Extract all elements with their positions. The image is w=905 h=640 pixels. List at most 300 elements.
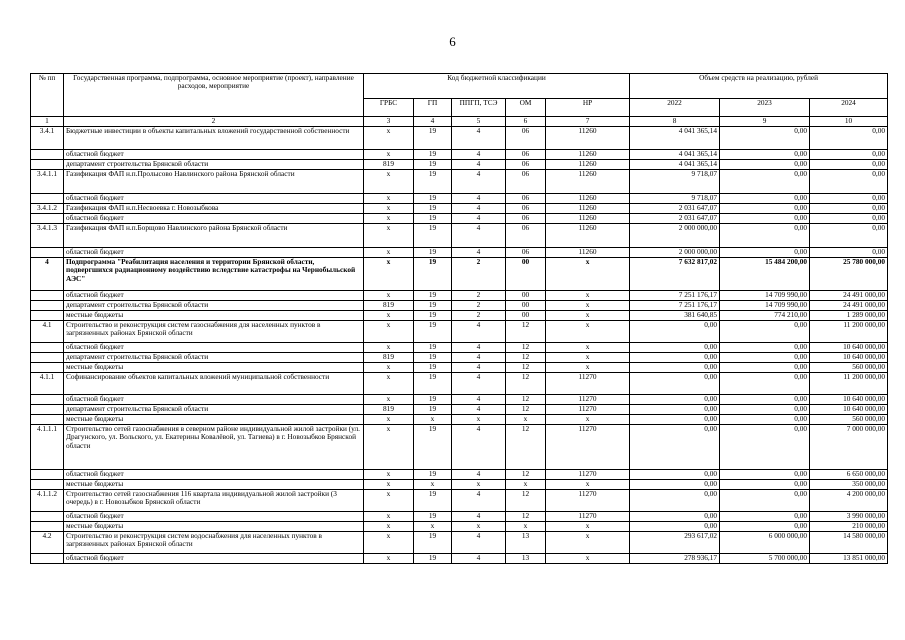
row-ppgp: 4 — [452, 194, 506, 204]
row-name: Строительство и реконструкция систем водоснабжения для населенных пунктов в загрязненных районах Брянской области — [64, 532, 364, 554]
row-number — [31, 395, 64, 405]
row-om: 06 — [506, 224, 546, 248]
row-amount-2022: 7 251 176,17 — [630, 301, 720, 311]
row-amount-2024: 3 990 000,00 — [810, 512, 888, 522]
row-gp: 19 — [414, 490, 452, 512]
row-amount-2023: 6 000 000,00 — [720, 532, 810, 554]
table-row — [31, 343, 888, 353]
row-grbs: x — [364, 554, 414, 564]
row-number: 4.1.1 — [31, 373, 64, 395]
row-nr: x — [546, 480, 630, 490]
row-ppgp: x — [452, 522, 506, 532]
row-om: 12 — [506, 405, 546, 415]
row-grbs: 819 — [364, 160, 414, 170]
row-amount-2024: 1 289 000,00 — [810, 311, 888, 321]
row-grbs: x — [364, 321, 414, 343]
row-om: 12 — [506, 343, 546, 353]
row-om: 06 — [506, 194, 546, 204]
row-name: местные бюджеты — [64, 415, 364, 425]
row-amount-2024: 6 650 000,00 — [810, 470, 888, 480]
row-number: 3.4.1.3 — [31, 224, 64, 248]
row-om: 00 — [506, 258, 546, 291]
row-amount-2022: 0,00 — [630, 353, 720, 363]
row-om: 00 — [506, 311, 546, 321]
row-amount-2023: 0,00 — [720, 425, 810, 470]
row-grbs: x — [364, 204, 414, 214]
row-nr: 11270 — [546, 490, 630, 512]
row-grbs: x — [364, 480, 414, 490]
header-nr: НР — [546, 99, 630, 117]
row-amount-2022: 7 632 817,02 — [630, 258, 720, 291]
row-number: 4 — [31, 258, 64, 291]
col-number: 6 — [506, 117, 546, 127]
row-nr: 11270 — [546, 395, 630, 405]
row-gp: 19 — [414, 363, 452, 373]
row-number — [31, 291, 64, 301]
row-name: областной бюджет — [64, 512, 364, 522]
row-nr: 11260 — [546, 170, 630, 194]
row-amount-2022: 2 000 000,00 — [630, 224, 720, 248]
header-2022: 2022 — [630, 99, 720, 117]
row-ppgp: x — [452, 480, 506, 490]
row-amount-2024: 10 640 000,00 — [810, 343, 888, 353]
row-name: областной бюджет — [64, 248, 364, 258]
row-nr: x — [546, 311, 630, 321]
row-nr: 11270 — [546, 425, 630, 470]
row-amount-2022: 4 041 365,14 — [630, 127, 720, 150]
row-amount-2023: 0,00 — [720, 373, 810, 395]
row-name: департамент строительства Брянской области — [64, 301, 364, 311]
row-amount-2022: 7 251 176,17 — [630, 291, 720, 301]
row-number — [31, 522, 64, 532]
row-grbs: x — [364, 150, 414, 160]
row-number — [31, 415, 64, 425]
table-row — [31, 301, 888, 311]
header-2024: 2024 — [810, 99, 888, 117]
row-name: Строительство и реконструкция систем газоснабжения для населенных пунктов в загрязненных районах Брянской области — [64, 321, 364, 343]
row-number: 3.4.1.2 — [31, 204, 64, 214]
row-name: Строительство сетей газоснабжения в северном районе индивидуальной жилой застройки (ул. Драгунского, ул. Вольского, ул. Екатерины Ковалёвой, ул. Тагиева) в г. Новозыбков Брянской области — [64, 425, 364, 470]
row-gp: 19 — [414, 127, 452, 150]
row-amount-2022: 2 000 000,00 — [630, 248, 720, 258]
row-name: местные бюджеты — [64, 480, 364, 490]
table-row — [31, 248, 888, 258]
table-row — [31, 363, 888, 373]
row-amount-2022: 381 640,85 — [630, 311, 720, 321]
row-name: Софинансирование объектов капитальных вложений муниципальной собственности — [64, 373, 364, 395]
row-ppgp: 4 — [452, 224, 506, 248]
row-amount-2023: 0,00 — [720, 194, 810, 204]
row-name: Газификация ФАП н.п.Борщово Навлинского района Брянской области — [64, 224, 364, 248]
row-nr: x — [546, 343, 630, 353]
row-amount-2023: 14 709 990,00 — [720, 291, 810, 301]
row-grbs: x — [364, 214, 414, 224]
row-grbs: x — [364, 291, 414, 301]
col-number: 1 — [31, 117, 64, 127]
row-nr: 11270 — [546, 405, 630, 415]
row-grbs: x — [364, 532, 414, 554]
row-amount-2023: 0,00 — [720, 204, 810, 214]
row-om: 12 — [506, 395, 546, 405]
row-amount-2024: 14 580 000,00 — [810, 532, 888, 554]
row-name: департамент строительства Брянской области — [64, 160, 364, 170]
row-nr: x — [546, 363, 630, 373]
row-name: Строительство сетей газоснабжения 116 квартала индивидуальной жилой застройки (3 очередь) в г. Новозыбков Брянской области — [64, 490, 364, 512]
row-ppgp: 2 — [452, 311, 506, 321]
table-row — [31, 127, 888, 150]
row-amount-2023: 0,00 — [720, 395, 810, 405]
row-nr: x — [546, 258, 630, 291]
row-number — [31, 311, 64, 321]
header-code: Код бюджетной классификации — [364, 74, 630, 99]
row-amount-2024: 0,00 — [810, 194, 888, 204]
row-nr: 11260 — [546, 204, 630, 214]
row-amount-2023: 0,00 — [720, 415, 810, 425]
row-ppgp: 4 — [452, 160, 506, 170]
col-number: 8 — [630, 117, 720, 127]
row-ppgp: 4 — [452, 321, 506, 343]
row-amount-2024: 350 000,00 — [810, 480, 888, 490]
header-om: ОМ — [506, 99, 546, 117]
row-ppgp: 4 — [452, 248, 506, 258]
header-num: № пп — [31, 74, 64, 117]
row-amount-2023: 0,00 — [720, 363, 810, 373]
row-om: 06 — [506, 150, 546, 160]
row-number — [31, 554, 64, 564]
table-row — [31, 470, 888, 480]
page-number: 6 — [449, 34, 456, 49]
row-grbs: x — [364, 395, 414, 405]
row-number — [31, 470, 64, 480]
row-amount-2023: 0,00 — [720, 127, 810, 150]
row-name: областной бюджет — [64, 395, 364, 405]
budget-table — [30, 73, 888, 564]
row-om: 13 — [506, 532, 546, 554]
row-number — [31, 301, 64, 311]
table-row — [31, 353, 888, 363]
row-name: областной бюджет — [64, 554, 364, 564]
row-nr: 11260 — [546, 224, 630, 248]
table-row — [31, 258, 888, 291]
row-nr: 11260 — [546, 214, 630, 224]
row-amount-2022: 0,00 — [630, 343, 720, 353]
row-grbs: x — [364, 258, 414, 291]
row-ppgp: 4 — [452, 127, 506, 150]
row-nr: x — [546, 415, 630, 425]
row-amount-2024: 0,00 — [810, 150, 888, 160]
row-ppgp: 4 — [452, 470, 506, 480]
row-amount-2024: 0,00 — [810, 248, 888, 258]
row-grbs: x — [364, 425, 414, 470]
col-number: 5 — [452, 117, 506, 127]
row-gp: 19 — [414, 204, 452, 214]
row-name: департамент строительства Брянской области — [64, 353, 364, 363]
row-amount-2024: 10 640 000,00 — [810, 395, 888, 405]
row-om: 06 — [506, 170, 546, 194]
row-number: 3.4.1.1 — [31, 170, 64, 194]
row-number — [31, 353, 64, 363]
row-amount-2024: 0,00 — [810, 160, 888, 170]
row-amount-2023: 0,00 — [720, 224, 810, 248]
col-number: 7 — [546, 117, 630, 127]
row-ppgp: 4 — [452, 425, 506, 470]
row-gp: 19 — [414, 532, 452, 554]
row-name: областной бюджет — [64, 214, 364, 224]
table-row — [31, 405, 888, 415]
row-om: x — [506, 480, 546, 490]
row-om: x — [506, 415, 546, 425]
row-gp: 19 — [414, 405, 452, 415]
row-amount-2022: 0,00 — [630, 373, 720, 395]
row-nr: x — [546, 522, 630, 532]
row-gp: 19 — [414, 512, 452, 522]
row-name: областной бюджет — [64, 194, 364, 204]
row-number — [31, 405, 64, 415]
row-amount-2022: 293 617,02 — [630, 532, 720, 554]
row-amount-2022: 278 936,17 — [630, 554, 720, 564]
table-row — [31, 415, 888, 425]
row-amount-2023: 0,00 — [720, 405, 810, 415]
row-amount-2022: 0,00 — [630, 490, 720, 512]
row-ppgp: 4 — [452, 554, 506, 564]
row-amount-2024: 560 000,00 — [810, 415, 888, 425]
table-row — [31, 554, 888, 564]
table-row — [31, 532, 888, 554]
row-gp: 19 — [414, 224, 452, 248]
row-amount-2024: 0,00 — [810, 224, 888, 248]
row-number — [31, 512, 64, 522]
column-numbering-row — [31, 117, 888, 127]
row-grbs: x — [364, 224, 414, 248]
header-volume: Объем средств на реализацию, рублей — [630, 74, 888, 99]
row-number: 3.4.1 — [31, 127, 64, 150]
row-nr: 11260 — [546, 150, 630, 160]
row-om: 00 — [506, 301, 546, 311]
row-amount-2022: 2 031 647,07 — [630, 214, 720, 224]
row-ppgp: 4 — [452, 532, 506, 554]
header-grbs: ГРБС — [364, 99, 414, 117]
row-amount-2024: 10 640 000,00 — [810, 353, 888, 363]
row-amount-2023: 0,00 — [720, 160, 810, 170]
row-gp: 19 — [414, 194, 452, 204]
row-number — [31, 194, 64, 204]
col-number: 3 — [364, 117, 414, 127]
row-amount-2024: 7 000 000,00 — [810, 425, 888, 470]
table-row — [31, 150, 888, 160]
row-om: 06 — [506, 127, 546, 150]
row-om: 12 — [506, 353, 546, 363]
row-gp: 19 — [414, 554, 452, 564]
row-ppgp: 4 — [452, 395, 506, 405]
row-gp: x — [414, 415, 452, 425]
row-grbs: x — [364, 311, 414, 321]
row-gp: 19 — [414, 214, 452, 224]
row-ppgp: 4 — [452, 204, 506, 214]
row-amount-2024: 11 200 000,00 — [810, 373, 888, 395]
row-number — [31, 150, 64, 160]
row-nr: x — [546, 291, 630, 301]
row-om: x — [506, 522, 546, 532]
row-amount-2024: 24 491 000,00 — [810, 291, 888, 301]
table-row — [31, 395, 888, 405]
row-gp: 19 — [414, 311, 452, 321]
row-om: 00 — [506, 291, 546, 301]
row-om: 12 — [506, 490, 546, 512]
row-name: департамент строительства Брянской области — [64, 405, 364, 415]
row-amount-2022: 0,00 — [630, 321, 720, 343]
row-ppgp: 4 — [452, 343, 506, 353]
row-amount-2022: 4 041 365,14 — [630, 150, 720, 160]
row-amount-2023: 0,00 — [720, 343, 810, 353]
row-number — [31, 480, 64, 490]
row-ppgp: 2 — [452, 301, 506, 311]
row-name: Газификация ФАП н.п.Несвоевка г. Новозыбкова — [64, 204, 364, 214]
table-row — [31, 194, 888, 204]
row-ppgp: 4 — [452, 353, 506, 363]
table-row — [31, 224, 888, 248]
row-gp: 19 — [414, 343, 452, 353]
row-number — [31, 363, 64, 373]
row-amount-2022: 0,00 — [630, 522, 720, 532]
row-amount-2024: 210 000,00 — [810, 522, 888, 532]
row-amount-2024: 24 491 000,00 — [810, 301, 888, 311]
row-amount-2023: 14 709 990,00 — [720, 301, 810, 311]
row-amount-2023: 0,00 — [720, 170, 810, 194]
row-amount-2022: 9 718,07 — [630, 194, 720, 204]
row-ppgp: 4 — [452, 150, 506, 160]
row-amount-2022: 0,00 — [630, 415, 720, 425]
row-number — [31, 248, 64, 258]
row-om: 12 — [506, 425, 546, 470]
row-amount-2024: 0,00 — [810, 170, 888, 194]
row-amount-2023: 0,00 — [720, 490, 810, 512]
row-om: 12 — [506, 373, 546, 395]
row-amount-2023: 0,00 — [720, 470, 810, 480]
row-name: областной бюджет — [64, 291, 364, 301]
row-grbs: x — [364, 415, 414, 425]
row-amount-2022: 9 718,07 — [630, 170, 720, 194]
row-amount-2023: 0,00 — [720, 214, 810, 224]
row-gp: 19 — [414, 373, 452, 395]
row-grbs: x — [364, 343, 414, 353]
row-amount-2023: 774 210,00 — [720, 311, 810, 321]
row-ppgp: 4 — [452, 490, 506, 512]
row-name: местные бюджеты — [64, 522, 364, 532]
row-name: местные бюджеты — [64, 311, 364, 321]
row-number — [31, 343, 64, 353]
row-amount-2023: 0,00 — [720, 353, 810, 363]
row-ppgp: 4 — [452, 214, 506, 224]
row-amount-2023: 0,00 — [720, 522, 810, 532]
row-nr: 11260 — [546, 248, 630, 258]
row-number — [31, 214, 64, 224]
row-gp: 19 — [414, 170, 452, 194]
row-gp: 19 — [414, 425, 452, 470]
row-om: 12 — [506, 321, 546, 343]
row-name: Подпрограмма "Реабилитация населения и территории Брянской области, подвергшихся радиационному воздействию вследствие катастрофы на Чернобыльской АЭС" — [64, 258, 364, 291]
table-row — [31, 214, 888, 224]
row-ppgp: 2 — [452, 258, 506, 291]
row-amount-2023: 0,00 — [720, 321, 810, 343]
row-amount-2023: 5 700 000,00 — [720, 554, 810, 564]
table-row — [31, 425, 888, 470]
row-ppgp: 4 — [452, 373, 506, 395]
row-nr: 11260 — [546, 160, 630, 170]
row-amount-2024: 4 200 000,00 — [810, 490, 888, 512]
row-ppgp: 4 — [452, 512, 506, 522]
row-gp: 19 — [414, 258, 452, 291]
row-amount-2024: 10 640 000,00 — [810, 405, 888, 415]
row-nr: x — [546, 554, 630, 564]
row-gp: 19 — [414, 395, 452, 405]
row-amount-2022: 4 041 365,14 — [630, 160, 720, 170]
row-amount-2024: 0,00 — [810, 204, 888, 214]
row-amount-2023: 0,00 — [720, 150, 810, 160]
row-amount-2022: 2 031 647,07 — [630, 204, 720, 214]
table-row — [31, 522, 888, 532]
row-name: областной бюджет — [64, 150, 364, 160]
row-grbs: x — [364, 512, 414, 522]
row-gp: 19 — [414, 291, 452, 301]
header-2023: 2023 — [720, 99, 810, 117]
row-amount-2023: 0,00 — [720, 512, 810, 522]
row-gp: x — [414, 480, 452, 490]
row-nr: 11260 — [546, 194, 630, 204]
header-ppgp: ППГП, ТСЭ — [452, 99, 506, 117]
row-gp: 19 — [414, 321, 452, 343]
row-number: 4.1.1.1 — [31, 425, 64, 470]
row-grbs: x — [364, 363, 414, 373]
row-amount-2024: 25 780 000,00 — [810, 258, 888, 291]
row-amount-2024: 0,00 — [810, 127, 888, 150]
row-number — [31, 160, 64, 170]
row-amount-2024: 11 200 000,00 — [810, 321, 888, 343]
table-row — [31, 160, 888, 170]
row-amount-2024: 13 851 000,00 — [810, 554, 888, 564]
row-om: 13 — [506, 554, 546, 564]
table-row — [31, 170, 888, 194]
row-grbs: 819 — [364, 405, 414, 415]
row-grbs: 819 — [364, 301, 414, 311]
row-om: 06 — [506, 160, 546, 170]
header-gp: ГП — [414, 99, 452, 117]
col-number: 4 — [414, 117, 452, 127]
table-row — [31, 311, 888, 321]
row-ppgp: x — [452, 415, 506, 425]
row-amount-2022: 0,00 — [630, 512, 720, 522]
row-name: Газификация ФАП н.п.Пролысово Навлинского района Брянской области — [64, 170, 364, 194]
row-om: 12 — [506, 470, 546, 480]
row-gp: 19 — [414, 150, 452, 160]
row-grbs: x — [364, 522, 414, 532]
row-gp: 19 — [414, 248, 452, 258]
row-nr: x — [546, 321, 630, 343]
table-row — [31, 373, 888, 395]
row-grbs: x — [364, 373, 414, 395]
row-om: 06 — [506, 248, 546, 258]
row-amount-2022: 0,00 — [630, 395, 720, 405]
table-row — [31, 512, 888, 522]
row-number: 4.1.1.2 — [31, 490, 64, 512]
row-name: областной бюджет — [64, 470, 364, 480]
table-row — [31, 204, 888, 214]
table-row — [31, 291, 888, 301]
row-nr: x — [546, 353, 630, 363]
row-amount-2023: 0,00 — [720, 248, 810, 258]
row-amount-2023: 15 484 200,00 — [720, 258, 810, 291]
row-grbs: x — [364, 127, 414, 150]
row-ppgp: 2 — [452, 291, 506, 301]
